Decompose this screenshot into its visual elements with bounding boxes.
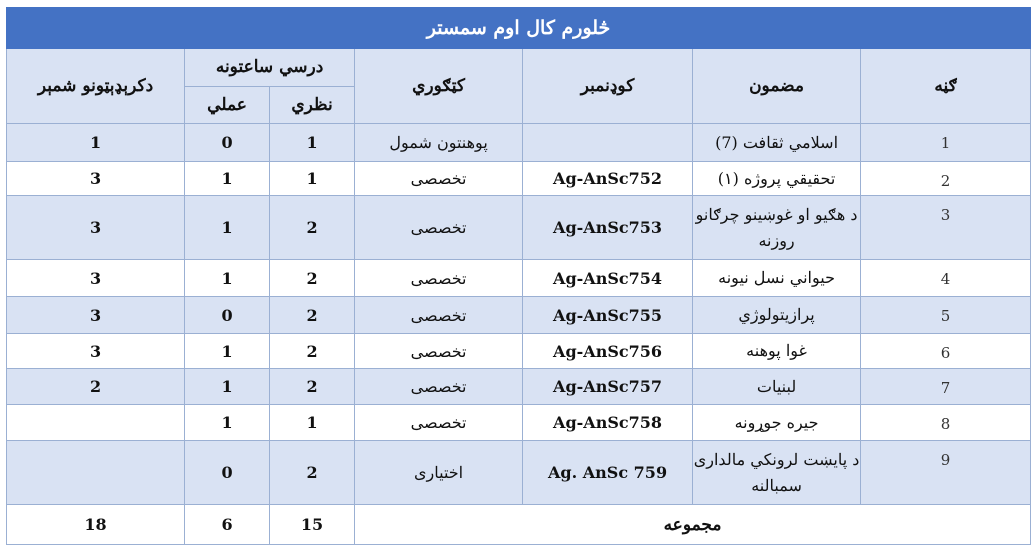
totals-practical: 6 xyxy=(185,505,270,545)
table-row xyxy=(7,260,1031,297)
cell-category: تخصصی xyxy=(355,369,523,405)
cell-code: Ag-AnSc752 xyxy=(523,162,693,196)
cell-practical: 1 xyxy=(185,405,270,441)
header-index: ګڼه xyxy=(861,49,1031,124)
cell-subject: د هګیو او غوښینو چرګانو روزنه xyxy=(693,196,861,260)
cell-index: 2 xyxy=(861,162,1031,196)
cell-practical: 0 xyxy=(185,441,270,505)
cell-theory: 1 xyxy=(270,405,355,441)
cell-theory: 2 xyxy=(270,297,355,334)
table-row xyxy=(7,405,1031,441)
cell-subject: لبنيات xyxy=(693,369,861,405)
cell-subject: پرازيتولوژي xyxy=(693,297,861,334)
cell-code: Ag-AnSc754 xyxy=(523,260,693,297)
cell-credits: 3 xyxy=(7,297,185,334)
table-row xyxy=(7,124,1031,162)
cell-index: 7 xyxy=(861,369,1031,405)
cell-practical: 1 xyxy=(185,196,270,260)
cell-theory: 2 xyxy=(270,369,355,405)
table-row xyxy=(7,297,1031,334)
table-row xyxy=(7,196,1031,260)
cell-index: 6 xyxy=(861,334,1031,369)
cell-category: اختياری xyxy=(355,441,523,505)
table-row xyxy=(7,369,1031,405)
cell-category: تخصصی xyxy=(355,405,523,441)
cell-index: 8 xyxy=(861,405,1031,441)
cell-theory: 2 xyxy=(270,260,355,297)
header-code: کوډنمبر xyxy=(523,49,693,124)
cell-theory: 1 xyxy=(270,162,355,196)
cell-credits: 3 xyxy=(7,162,185,196)
cell-index: 9 xyxy=(861,441,1031,505)
cell-subject: د پایښت لرونکي مالداری سمبالنه xyxy=(693,441,861,505)
cell-practical: 1 xyxy=(185,334,270,369)
cell-index: 1 xyxy=(861,124,1031,162)
table-title: څلورم کال اوم سمستر xyxy=(7,8,1031,49)
curriculum-table-container xyxy=(6,7,1030,545)
header-theory: نظري xyxy=(270,86,355,124)
cell-theory: 2 xyxy=(270,441,355,505)
cell-subject: تحقيقي پروژه (١) xyxy=(693,162,861,196)
cell-practical: 1 xyxy=(185,260,270,297)
cell-subject: اسلامي ثقافت (7) xyxy=(693,124,861,162)
header-subject: مضمون xyxy=(693,49,861,124)
cell-subject: غوا پوهنه xyxy=(693,334,861,369)
cell-code: Ag-AnSc753 xyxy=(523,196,693,260)
cell-index: 4 xyxy=(861,260,1031,297)
table-row xyxy=(7,334,1031,369)
cell-credits: 3 xyxy=(7,196,185,260)
cell-subject: جيره جوړونه xyxy=(693,405,861,441)
cell-code: Ag-AnSc758 xyxy=(523,405,693,441)
cell-category: تخصصی xyxy=(355,196,523,260)
table-row xyxy=(7,441,1031,505)
cell-code: Ag-AnSc755 xyxy=(523,297,693,334)
table-row xyxy=(7,162,1031,196)
header-practical: عملي xyxy=(185,86,270,124)
header-category: کټګوري xyxy=(355,49,523,124)
cell-practical: 1 xyxy=(185,162,270,196)
cell-category: پوهنتون شمول xyxy=(355,124,523,162)
cell-category: تخصصی xyxy=(355,334,523,369)
cell-theory: 2 xyxy=(270,334,355,369)
totals-label: مجموعه xyxy=(355,505,1031,545)
cell-credits: 2 xyxy=(7,369,185,405)
cell-theory: 2 xyxy=(270,196,355,260)
cell-index: 5 xyxy=(861,297,1031,334)
cell-credits xyxy=(7,441,185,505)
header-hours-group: درسي ساعتونه xyxy=(185,49,355,87)
cell-credits: 3 xyxy=(7,334,185,369)
totals-credits: 18 xyxy=(7,505,185,545)
cell-code: Ag-AnSc757 xyxy=(523,369,693,405)
cell-code xyxy=(523,124,693,162)
cell-practical: 0 xyxy=(185,124,270,162)
cell-practical: 1 xyxy=(185,369,270,405)
cell-theory: 1 xyxy=(270,124,355,162)
cell-credits: 1 xyxy=(7,124,185,162)
totals-row xyxy=(7,505,1031,545)
cell-index: 3 xyxy=(861,196,1031,260)
header-credits: دکرېډېټونو شمېر xyxy=(7,49,185,124)
cell-subject: حيواني نسل نيونه xyxy=(693,260,861,297)
cell-code: Ag-AnSc756 xyxy=(523,334,693,369)
cell-credits: 3 xyxy=(7,260,185,297)
cell-category: تخصصی xyxy=(355,297,523,334)
totals-theory: 15 xyxy=(270,505,355,545)
cell-credits xyxy=(7,405,185,441)
cell-practical: 0 xyxy=(185,297,270,334)
cell-category: تخصصی xyxy=(355,260,523,297)
cell-code: Ag. AnSc 759 xyxy=(523,441,693,505)
cell-category: تخصصی xyxy=(355,162,523,196)
curriculum-table xyxy=(6,7,1031,545)
